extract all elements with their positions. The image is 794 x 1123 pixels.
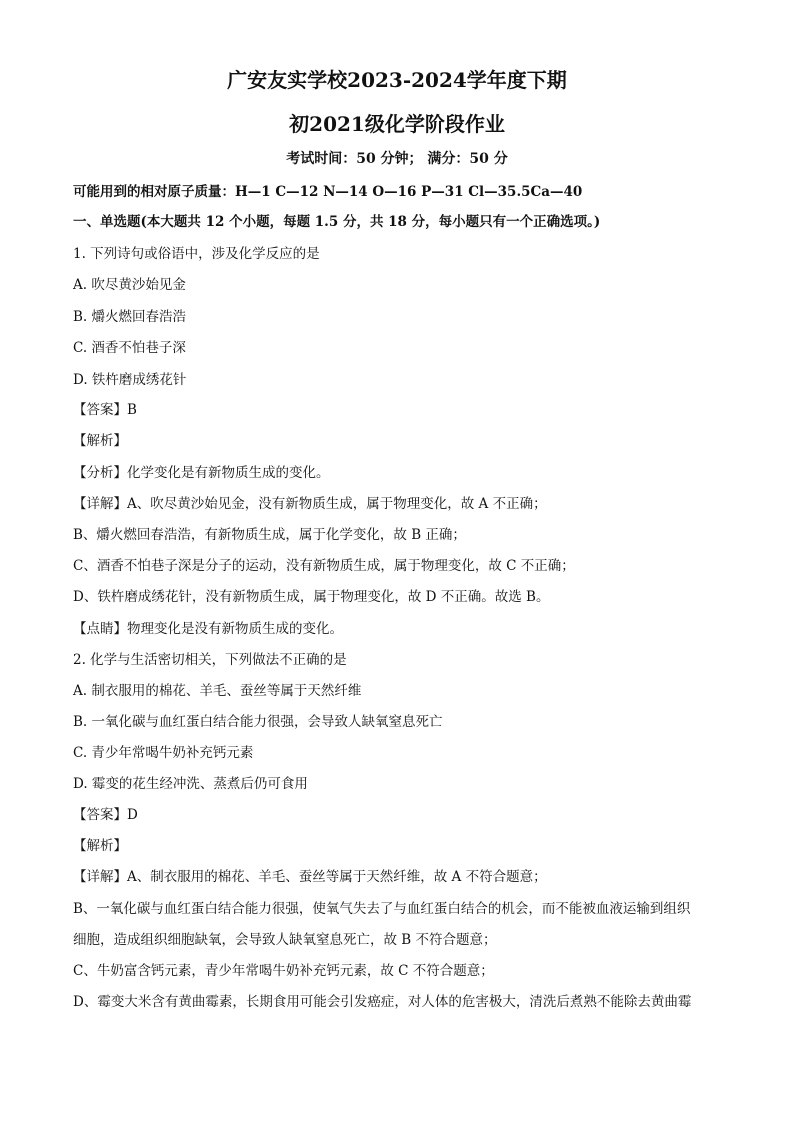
question-2-answer: 【答案】D	[73, 807, 138, 823]
question-2-detail-line: C、牛奶富含钙元素，青少年常喝牛奶补充钙元素，故 C 不符合题意；	[73, 963, 494, 979]
question-2-option-c: C. 青少年常喝牛奶补充钙元素	[73, 745, 254, 761]
question-1-option-d: D. 铁杵磨成绣花针	[73, 372, 187, 388]
question-1-analysis: 【分析】化学变化是有新物质生成的变化。	[73, 465, 330, 481]
question-2-option-b: B. 一氧化碳与血红蛋白结合能力很强，会导致人缺氧窒息死亡	[73, 714, 443, 730]
question-1-option-c: C. 酒香不怕巷子深	[73, 340, 186, 356]
question-1-analysis-label: 【解析】	[73, 433, 127, 449]
question-2-option-d: D. 霉变的花生经冲洗、蒸煮后仍可食用	[73, 776, 308, 792]
question-1-detail-line: C、酒香不怕巷子深是分子的运动，没有新物质生成，属于物理变化，故 C 不正确；	[73, 558, 575, 574]
document-subtitle: 初2021级化学阶段作业	[289, 112, 505, 136]
question-1-detail-line: 【详解】A、吹尽黄沙始见金，没有新物质生成，属于物理变化，故 A 不正确；	[73, 496, 547, 512]
question-1-stem: 1. 下列诗句或俗语中，涉及化学反应的是	[73, 246, 320, 262]
question-2-detail-line: 【详解】A、制衣服用的棉花、羊毛、蚕丝等属于天然纤维，故 A 不符合题意；	[73, 869, 547, 885]
question-1-option-b: B. 爝火燃回春浩浩	[73, 309, 187, 325]
section-heading: 一、单选题(本大题共 12 个小题，每题 1.5 分，共 18 分，每小题只有一个正确选项。)	[73, 214, 601, 230]
question-1-note: 【点睛】物理变化是没有新物质生成的变化。	[73, 621, 343, 637]
exam-info: 考试时间：50 分钟； 满分：50 分	[286, 151, 508, 167]
document-title: 广安友实学校2023-2024学年度下期	[227, 68, 567, 92]
question-1-option-a: A. 吹尽黄沙始见金	[73, 277, 186, 293]
question-1-answer: 【答案】B	[73, 402, 137, 418]
question-2-analysis-label: 【解析】	[73, 838, 127, 854]
question-2-option-a: A. 制衣服用的棉花、羊毛、蚕丝等属于天然纤维	[73, 683, 362, 699]
question-2-detail-line: 细胞，造成组织细胞缺氧，会导致人缺氧窒息死亡，故 B 不符合题意；	[73, 932, 497, 948]
question-2-stem: 2. 化学与生活密切相关，下列做法不正确的是	[73, 652, 347, 668]
question-2-detail-line: B、一氧化碳与血红蛋白结合能力很强，使氧气失去了与血红蛋白结合的机会，而不能被血液运输到组织	[73, 901, 691, 917]
atomic-masses: 可能用到的相对原子质量：H—1 C—12 N—14 O—16 P—31 Cl—35.5Ca—40	[73, 184, 583, 200]
question-1-detail-line: B、爝火燃回春浩浩，有新物质生成，属于化学变化，故 B 正确；	[73, 527, 466, 543]
question-2-detail-line: D、霉变大米含有黄曲霉素，长期食用可能会引发癌症，对人体的危害极大，清洗后煮熟不能除去黄曲霉	[73, 994, 692, 1010]
question-1-detail-line: D、铁杵磨成绣花针，没有新物质生成，属于物理变化，故 D 不正确。故选 B。	[73, 589, 550, 605]
